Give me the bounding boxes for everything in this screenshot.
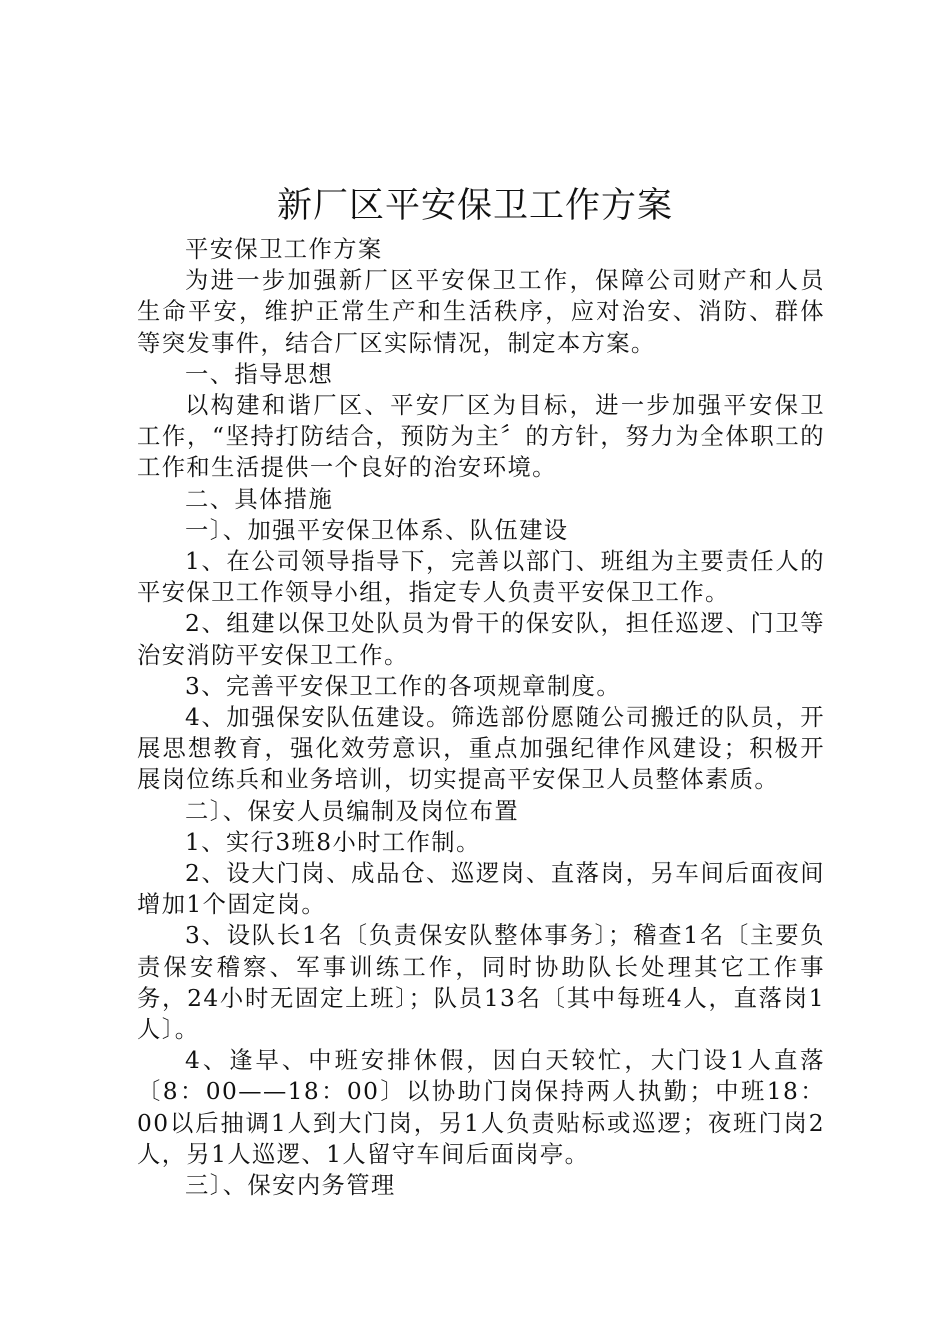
- list-item-6: 2、设大门岗、成品仓、巡逻岗、直落岗，另车间后面夜间增加1个固定岗。: [137, 860, 825, 919]
- list-item-1: 1、在公司领导指导下，完善以部门、班组为主要责任人的平安保卫工作领导小组，指定专人负责平安保卫工作。: [137, 548, 825, 607]
- list-item-8: 4、逢早、中班安排休假，因白天较忙，大门设1人直落〔8：00——18：00〕以协助门岗保持两人执勤；中班18：00以后抽调1人到大门岗，另1人负责贴标或巡逻；夜班门岗2人，另1人巡逻、1人留守车间后面岗亭。: [137, 1047, 825, 1168]
- document-body: [137, 234, 825, 1201]
- subsection-heading-internal-management: 三〕、保安内务管理: [185, 1172, 396, 1200]
- subsection-heading-team-building: 一〕、加强平安保卫体系、队伍建设: [185, 516, 569, 544]
- paragraph-intro: 为进一步加强新厂区平安保卫工作，保障公司财产和人员生命平安，维护正常生产和生活秩序，应对治安、消防、群体等突发事件，结合厂区实际情况，制定本方案。: [137, 267, 825, 357]
- list-item-4: 4、加强保安队伍建设。筛选部份愿随公司搬迁的队员，开展思想教育，强化效劳意识，重点加强纪律作风建设；积极开展岗位练兵和业务培训，切实提高平安保卫人员整体素质。: [137, 704, 825, 794]
- subsection-heading-staffing: 二〕、保安人员编制及岗位布置: [185, 797, 520, 825]
- list-item-5: 1、实行3班8小时工作制。: [185, 828, 481, 856]
- list-item-7: 3、设队长1名〔负责保安队整体事务〕；稽查1名〔主要负责保安稽察、军事训练工作，同时协助队长处理其它工作事务，24小时无固定上班〕；队员13名〔其中每班4人，直落岗1人〕。: [137, 922, 825, 1044]
- paragraph-guiding-ideology: 以构建和谐厂区、平安厂区为目标，进一步加强平安保卫工作，“坚持打防结合，预防为主〞的方针，努力为全体职工的工作和生活提供一个良好的治安环境。: [137, 392, 825, 482]
- document-title: 新厂区平安保卫工作方案: [276, 186, 673, 226]
- list-item-3: 3、完善平安保卫工作的各项规章制度。: [185, 672, 622, 700]
- section-heading-guiding-ideology: 一、指导思想: [185, 360, 334, 388]
- list-item-2: 2、组建以保卫处队员为骨干的保安队，担任巡逻、门卫等治安消防平安保卫工作。: [137, 610, 825, 669]
- section-heading-specific-measures: 二、具体措施: [185, 485, 334, 513]
- paragraph-subtitle: 平安保卫工作方案: [185, 236, 383, 263]
